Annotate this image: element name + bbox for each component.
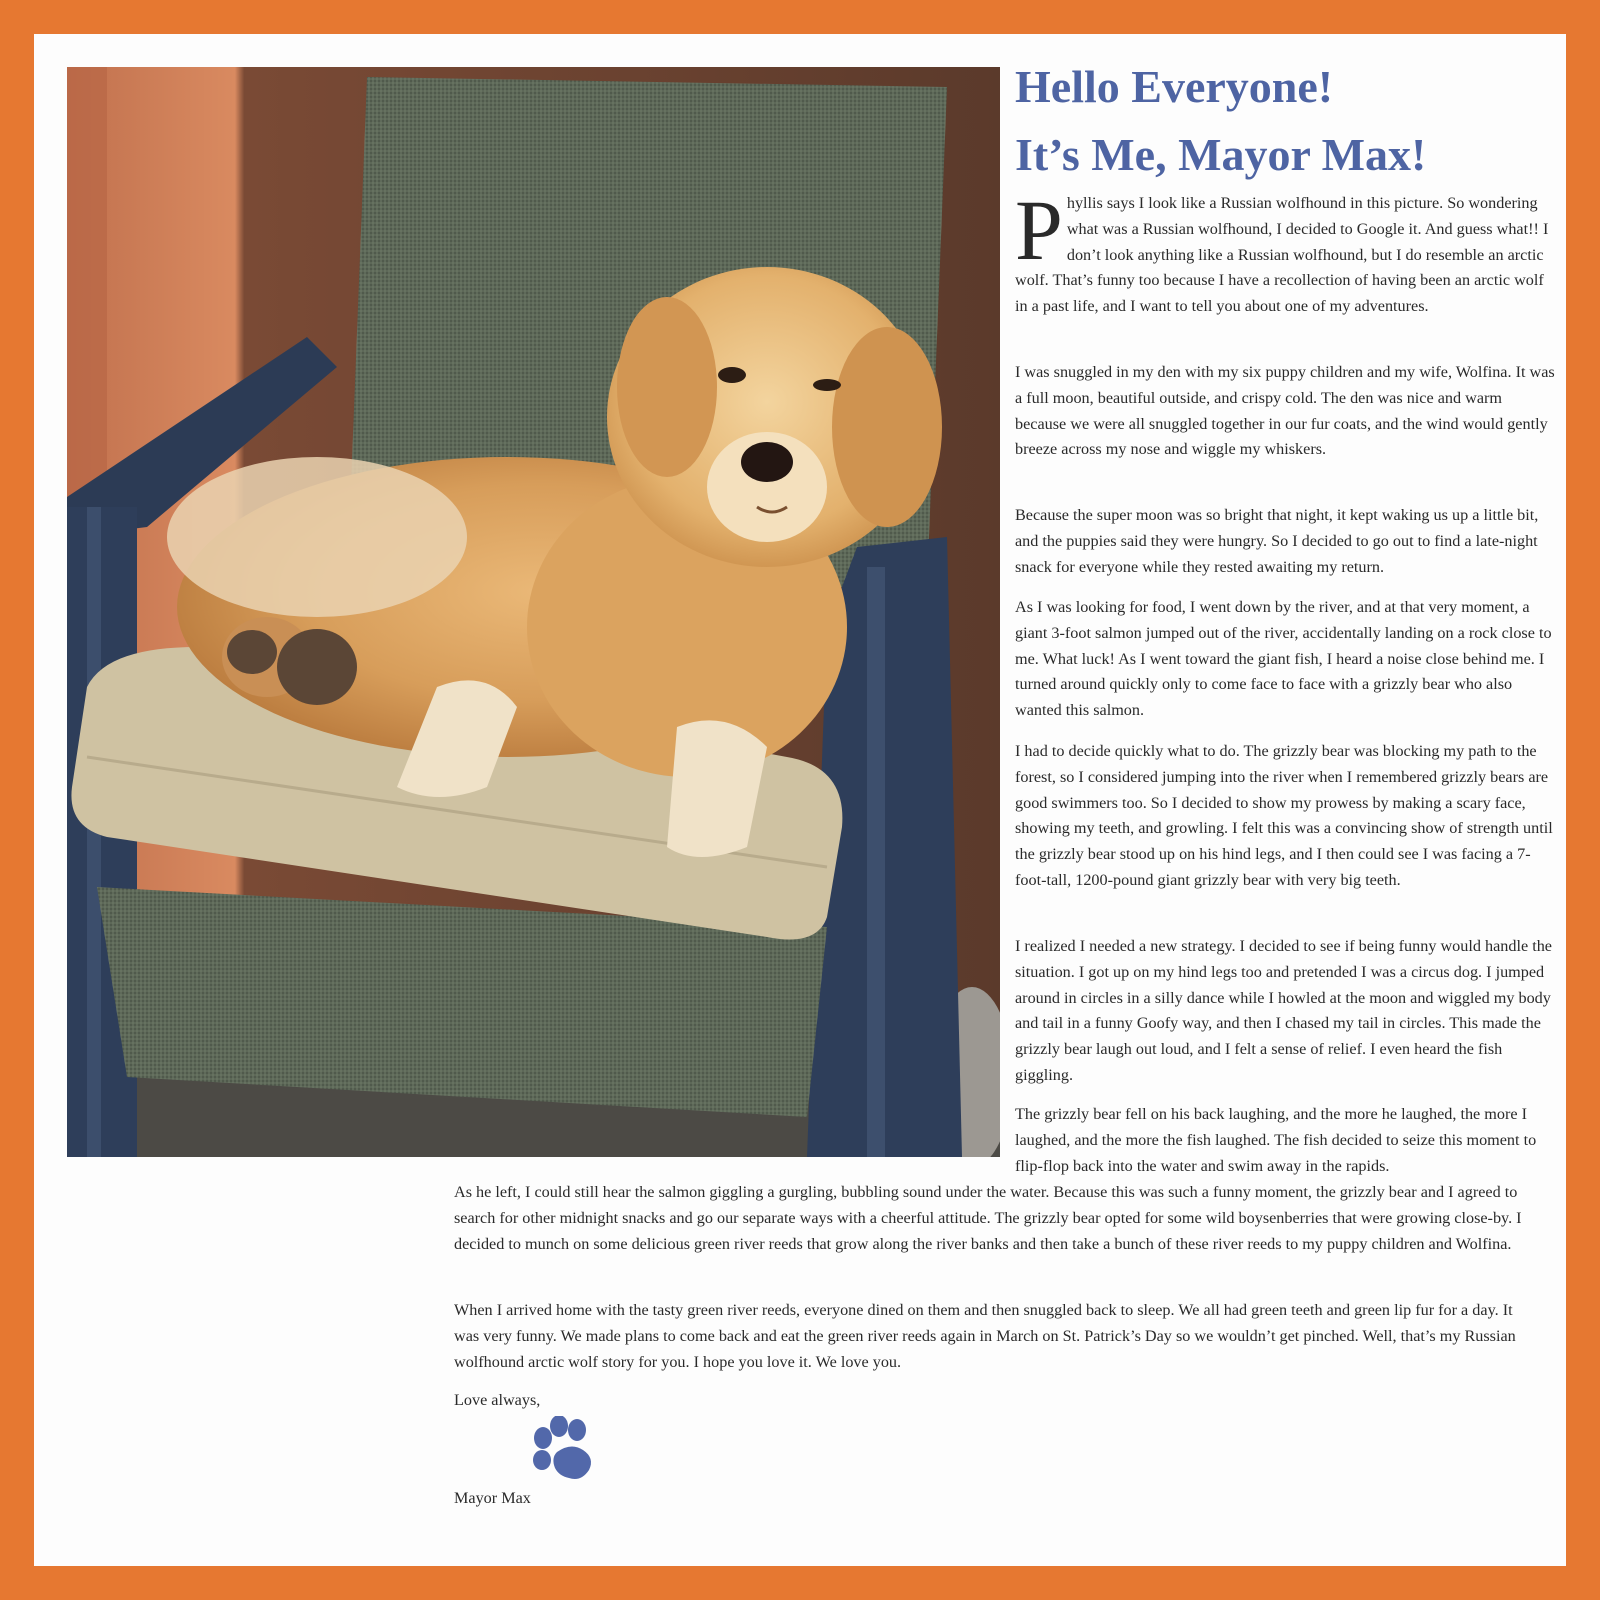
story-paragraph-5: I had to decide quickly what to do. The grizzly bear was blocking my path to the forest, so I considered jumping into the river when I remembered grizzly bears are good swimmers too. So I decided to show my prowess by making a scary face, showing my teeth, and growling. I felt this was a convincing show of strength until the grizzly bear stood up on his hind legs, and I then could see I was facing a 7-foot-tall, 1200-pound giant grizzly bear with very big teeth. — [1015, 742, 1553, 889]
story-paragraph-4: As I was looking for food, I went down by the river, and at that very moment, a giant 3-foot salmon jumped out of the river, accidentally landing on a rock close to me. What luck! As I went toward the giant fish, I heard a noise close behind me. I turned around quickly only to come face to face with a grizzly bear who also wanted this salmon. — [1015, 598, 1552, 720]
page-subtitle: It’s Me, Mayor Max! — [1015, 129, 1427, 180]
story-paragraph-7: The grizzly bear fell on his back laughing, and the more he laughed, the more I laughed, and the more the fish laughed. The fish decided to seize this moment to flip-flop back into the water and swim away in the rapids. — [1015, 1105, 1537, 1175]
page-title: Hello Everyone! — [1015, 61, 1334, 112]
paw-print-icon — [531, 1416, 597, 1484]
paragraph-text: hyllis says I look like a Russian wolfhound in this picture. So wondering what was a Russian wolfhound, I decided to Google it. And guess what!! I don’t look anything like a Russian wolfhound, but I do resemble an arctic wolf. That’s funny too because I have a recollection of having been an arctic wolf in a past life, and I want to tell you about one of my adventures. — [1015, 194, 1549, 316]
newsletter-page — [34, 34, 1566, 1566]
story-paragraph-8: As he left, I could still hear the salmon giggling a gurgling, bubbling sound under the water. Because this was such a funny moment, the grizzly bear and I agreed to search for other midnight snacks and go our separate ways with a cheerful attitude. The grizzly bear opted for some wild boysenberries that were growing close-by. I decided to munch on some delicious green river reeds that grow along the river banks and then take a bunch of these river reeds to my puppy children and Wolfina. — [454, 1183, 1522, 1253]
drop-cap: P — [1015, 182, 1063, 278]
dog-photo — [67, 67, 1000, 1157]
story-paragraph-2: I was snuggled in my den with my six puppy children and my wife, Wolfina. It was a full moon, beautiful outside, and crispy cold. The den was nice and warm because we were all snuggled together in our fur coats, and the wind would gently breeze across my nose and wiggle my whiskers. — [1015, 363, 1555, 459]
closing-line: Love always, — [454, 1391, 541, 1409]
story-paragraph-6: I realized I needed a new strategy. I decided to see if being funny would handle the situation. I got up on my hind legs too and pretended I was a circus dog. I jumped around in circles in a silly dance while I howled at the moon and wiggled my body and tail in a funny Goofy way, and then I chased my tail in circles. This made the grizzly bear laugh out loud, and I felt a sense of relief. I even heard the fish giggling. — [1015, 937, 1552, 1084]
dog-photo-illustration — [67, 67, 1000, 1157]
story-paragraph-1 — [1015, 182, 1555, 320]
story-paragraph-3: Because the super moon was so bright that night, it kept waking us up a little bit, and the puppies said they were hungry. So I decided to go out to find a late-night snack for everyone while they rested awaiting my return. — [1015, 506, 1539, 576]
signature: Mayor Max — [454, 1489, 531, 1507]
story-paragraph-9: When I arrived home with the tasty green river reeds, everyone dined on them and then snuggled back to sleep. We all had green teeth and green lip fur for a day. It was very funny. We made plans to come back and eat the green river reeds again in March on St. Patrick’s Day so we wouldn’t get pinched. Well, that’s my Russian wolfhound arctic wolf story for you. I hope you love it. We love you. — [454, 1301, 1516, 1371]
